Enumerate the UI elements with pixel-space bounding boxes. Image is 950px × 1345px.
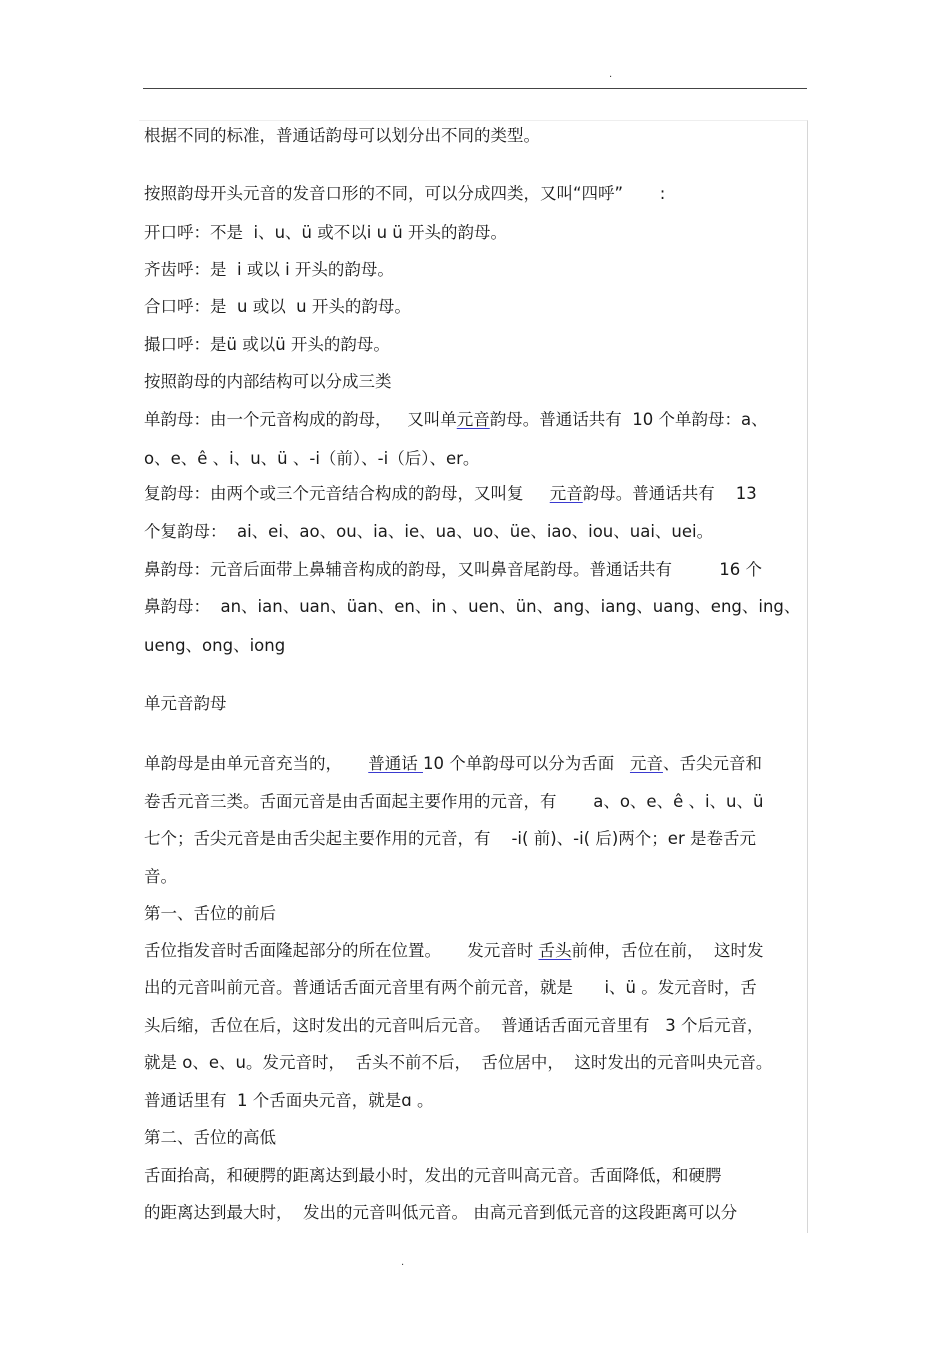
tongue-position-line: 就是 o、e、u。发元音时， 舌头不前不后， 舌位居中， 这时发出的元音叫央元音。: [144, 1053, 773, 1072]
qichihu-line: 齐齿呼：是 i 或以 i 开头的韵母。: [144, 260, 394, 279]
text-span: 前伸，舌位在前， 这时发: [571, 941, 764, 960]
structure-heading: 按照韵母的内部结构可以分成三类: [144, 372, 392, 391]
compound-final-list: 个复韵母： ai、ei、ao、ou、ia、ie、ua、uo、üe、iao、iou、uai、uei。: [144, 522, 714, 541]
single-final-list: o、e、ê 、i、u、ü 、-i（前）、-i（后）、er。: [144, 449, 480, 468]
subheading-high-low: 第二、舌位的高低: [144, 1128, 276, 1147]
compound-final-line: [144, 483, 812, 505]
yuanyin-link[interactable]: 元音: [456, 410, 490, 429]
four-hu-heading: 按照韵母开头元音的发音口形的不同，可以分成四类，又叫“四呼” :: [144, 184, 666, 203]
text-span: 韵母。普通话共有 10 个单韵母：a、: [489, 410, 768, 429]
text-span: 10 个单韵母可以分为舌面: [422, 754, 630, 773]
yuanyin-link[interactable]: 元音: [549, 484, 583, 503]
header-mark: .: [609, 69, 613, 80]
shetou-link[interactable]: 舌头: [538, 941, 572, 960]
tongue-position-line: 出的元音叫前元音。普通话舌面元音里有两个前元音，就是 i、ü 。发元音时，舌: [144, 978, 757, 997]
monophthong-para-line: [144, 753, 812, 775]
intro-line: 根据不同的标准，普通话韵母可以划分出不同的类型。: [144, 126, 540, 145]
single-final-line: [144, 409, 812, 431]
cuokouhu-line: 撮口呼：是ü 或以ü 开头的韵母。: [144, 335, 390, 354]
nasal-final-list-cont: ueng、ong、iong: [144, 636, 286, 655]
text-span: 、舌尖元音和: [662, 754, 762, 773]
nasal-final-list: 鼻韵母： an、ian、uan、üan、en、in 、uen、ün、ang、iang、uang、eng、ing、: [144, 597, 801, 616]
header-rule: [143, 88, 807, 89]
yuanyin-link[interactable]: 元音: [629, 754, 663, 773]
nasal-final-line: 鼻韵母：元音后面带上鼻辅音构成的韵母，又叫鼻音尾韵母。普通话共有 16 个: [144, 560, 762, 579]
putonghua-link[interactable]: 普通话: [368, 754, 423, 773]
monophthong-para-line: 卷舌元音三类。舌面元音是由舌面起主要作用的元音，有 a、o、e、ê 、i、u、ü: [144, 792, 764, 811]
tongue-position-line: [144, 940, 812, 962]
tongue-position-line: 普通话里有 1 个舌面央元音，就是ɑ 。: [144, 1091, 434, 1110]
text-span: 舌位指发音时舌面隆起部分的所在位置。 发元音时: [144, 941, 539, 960]
text-span: 单韵母是由单元音充当的，: [144, 754, 369, 773]
section-heading-monophthong: 单元音韵母: [144, 694, 227, 713]
monophthong-para-line: 音。: [144, 867, 177, 886]
tongue-height-line: 舌面抬高，和硬腭的距离达到最小时，发出的元音叫高元音。舌面降低，和硬腭: [144, 1166, 722, 1185]
tongue-height-line: 的距离达到最大时， 发出的元音叫低元音。 由高元音到低元音的这段距离可以分: [144, 1203, 738, 1222]
text-span: 复韵母：由两个或三个元音结合构成的韵母，又叫复: [144, 484, 550, 503]
hekouhu-line: 合口呼：是 u 或以 u 开头的韵母。: [144, 297, 411, 316]
text-span: 单韵母：由一个元音构成的韵母， 又叫单: [144, 410, 457, 429]
tongue-position-line: 头后缩，舌位在后，这时发出的元音叫后元音。 普通话舌面元音里有 3 个后元音，: [144, 1016, 764, 1035]
text-span: 韵母。普通话共有 13: [582, 484, 757, 503]
monophthong-para-line: 七个；舌尖元音是由舌尖起主要作用的元音，有 -i( 前)、-i( 后)两个；er 是卷舌元: [144, 829, 756, 848]
kaikouhu-line: 开口呼：不是 i、u、ü 或不以i u ü 开头的韵母。: [144, 223, 507, 242]
subheading-front-back: 第一、舌位的前后: [144, 904, 276, 923]
footer-mark: .: [401, 1257, 405, 1268]
